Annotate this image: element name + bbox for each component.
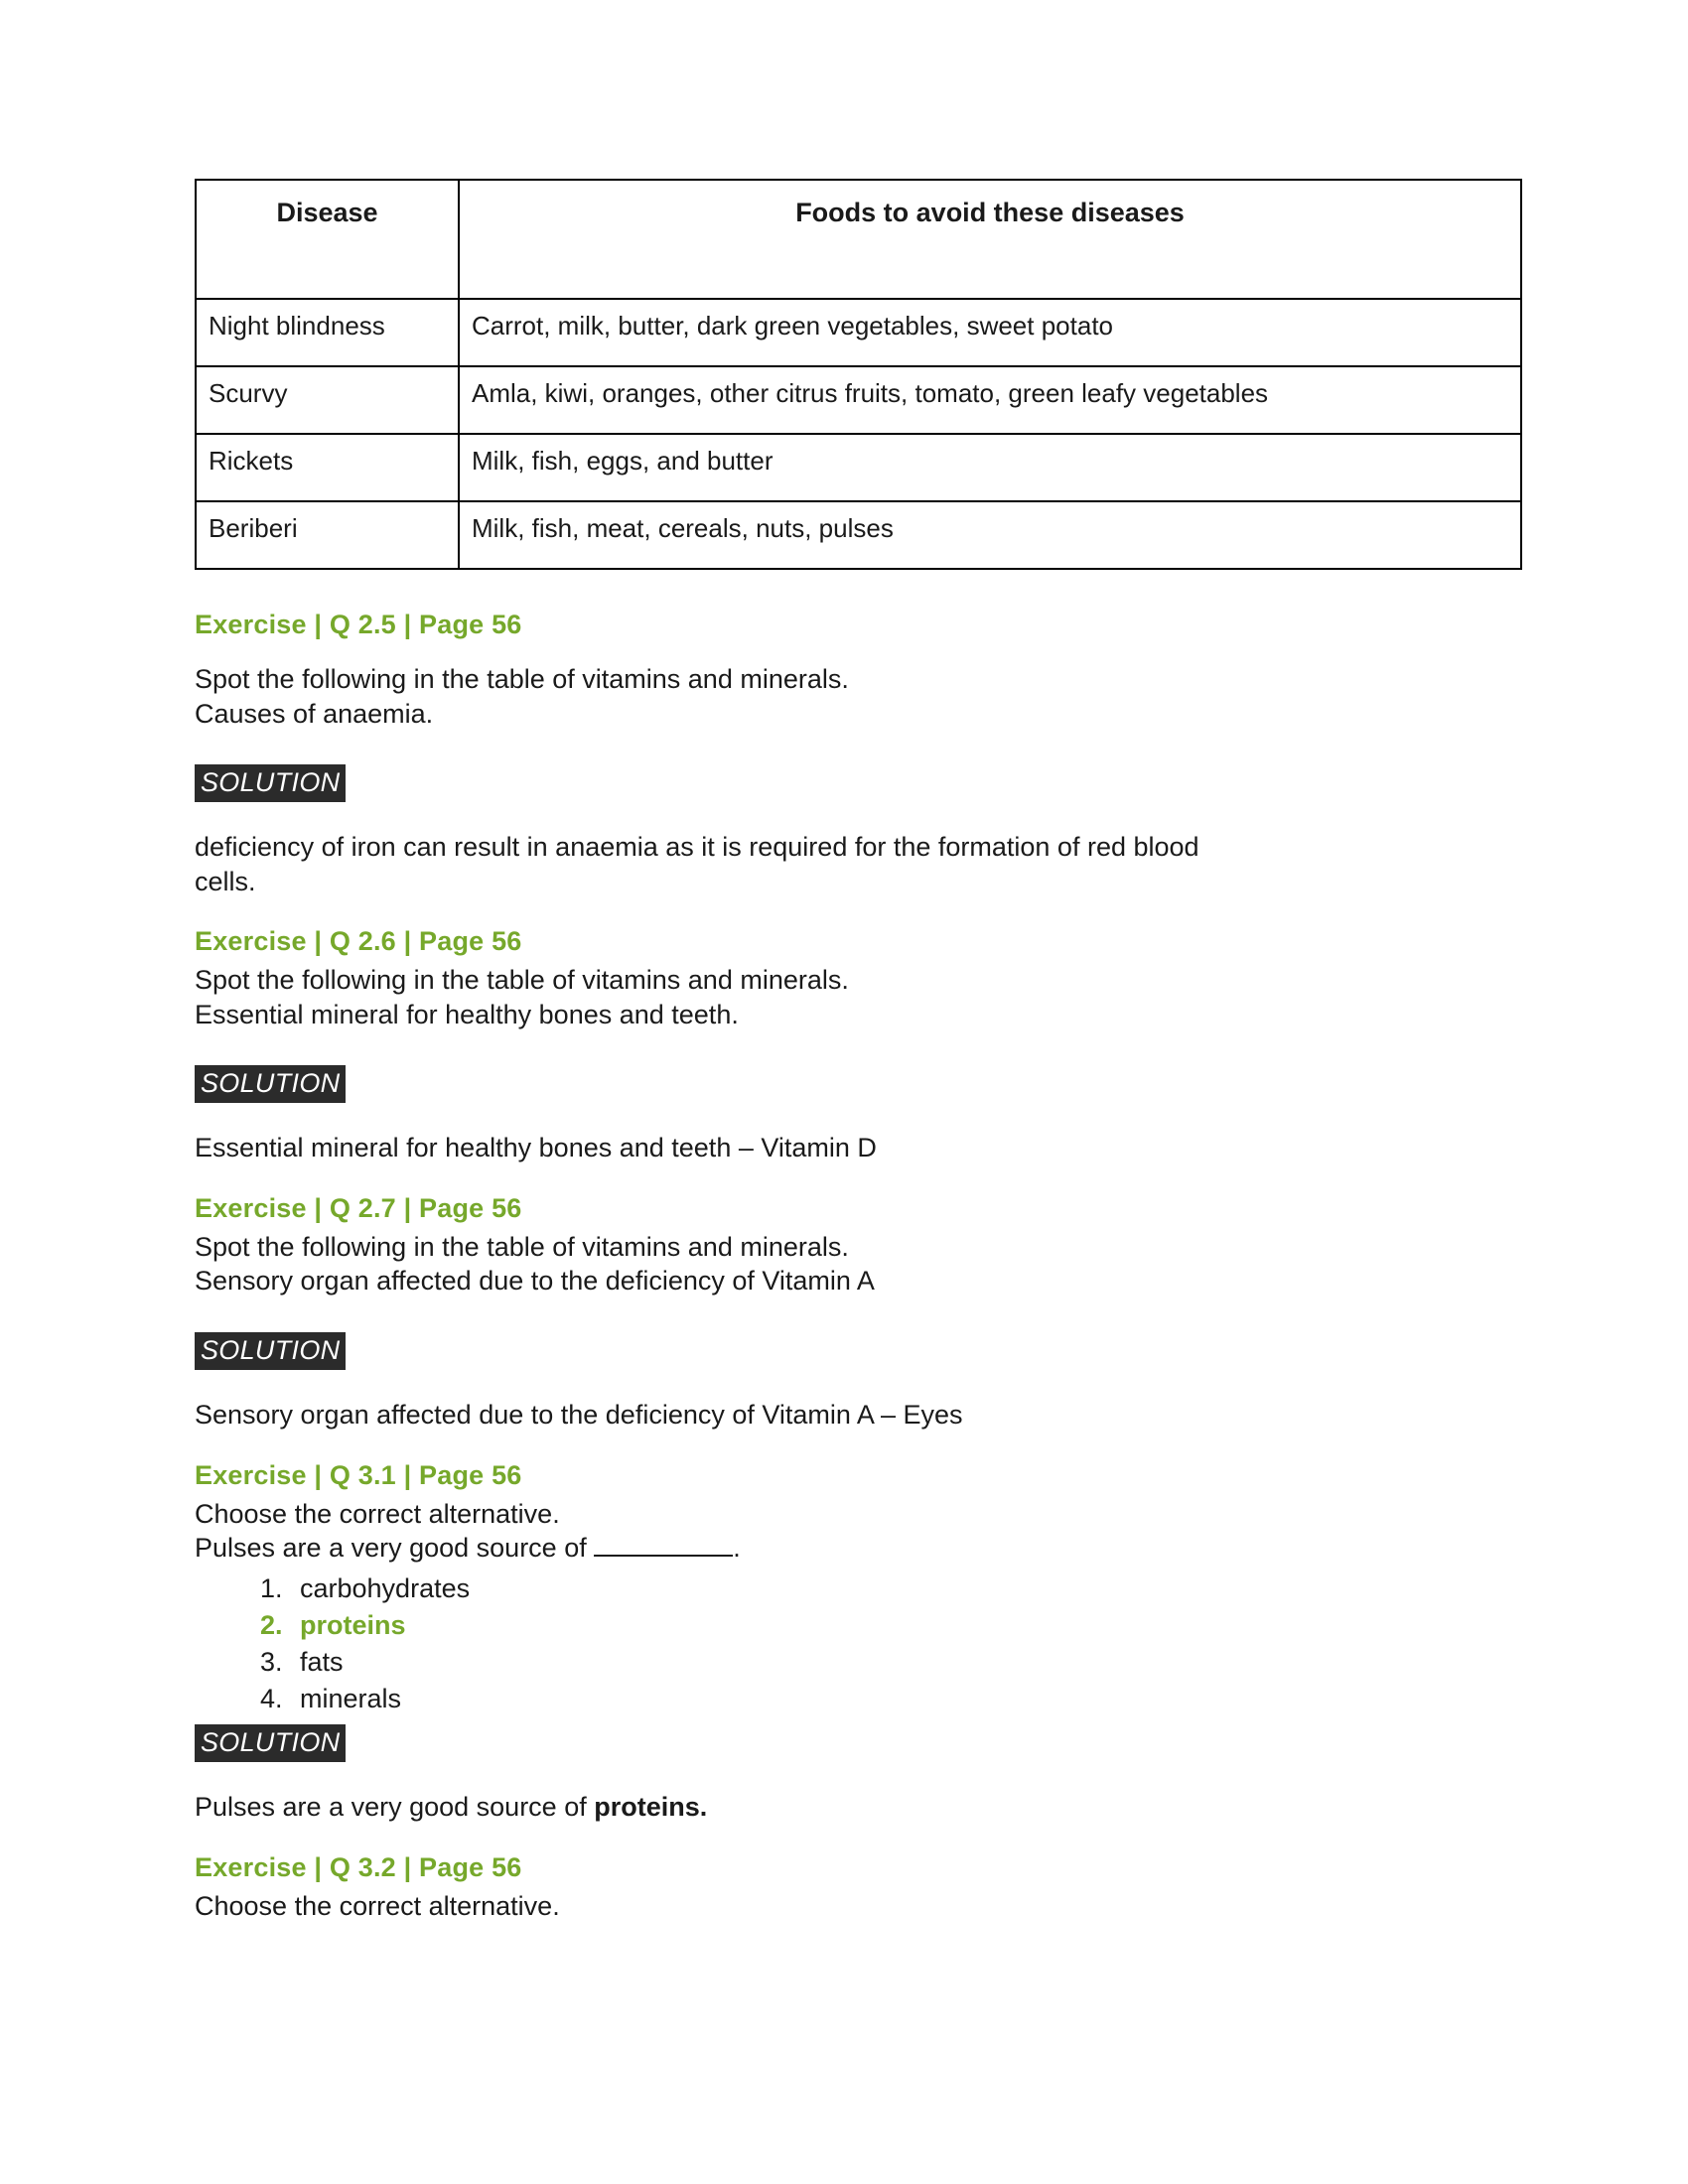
question-text-q3-1-line1: Choose the correct alternative. (195, 1498, 560, 1529)
cell-foods: Amla, kiwi, oranges, other citrus fruits, tomato, green leafy vegetables (459, 366, 1521, 434)
exercise-heading-q3-1: Exercise | Q 3.1 | Page 56 (195, 1459, 522, 1490)
table-row (196, 299, 1521, 366)
choice-option-4[interactable]: 4. minerals (290, 1682, 1499, 1716)
solution-text-q2-7: Sensory organ affected due to the deficiency of Vitamin A – Eyes (195, 1400, 963, 1431)
question-text-q2-7-line2: Sensory organ affected due to the deficiency of Vitamin A (195, 1266, 875, 1297)
question-stem-pre: Pulses are a very good source of (195, 1533, 595, 1564)
fill-in-blank (594, 1533, 733, 1557)
solution-answer-bold: proteins. (594, 1792, 708, 1823)
solution-answer-pre: Pulses are a very good source of (195, 1792, 595, 1823)
table-header-row (196, 180, 1521, 299)
choice-list-q3-1 (195, 1571, 1499, 1716)
cell-foods: Milk, fish, eggs, and butter (459, 434, 1521, 501)
table-row (196, 434, 1521, 501)
solution-text-q2-5-line1: deficiency of iron can result in anaemia as it is required for the formation of red blood (195, 832, 1199, 863)
exercise-heading-q3-2: Exercise | Q 3.2 | Page 56 (195, 1851, 522, 1882)
choice-option-3[interactable]: 3. fats (290, 1645, 1499, 1680)
question-stem-post: . (733, 1533, 741, 1564)
question-text-q3-1-line2 (195, 1531, 1499, 1566)
question-text-q2-6-line1: Spot the following in the table of vitamins and minerals. (195, 965, 849, 996)
question-text-q2-5-line2: Causes of anaemia. (195, 698, 434, 729)
question-text-q2-5-line1: Spot the following in the table of vitamins and minerals. (195, 664, 849, 694)
question-text-q2-7-line1: Spot the following in the table of vitamins and minerals. (195, 1231, 849, 1262)
exercise-heading-q2-7: Exercise | Q 2.7 | Page 56 (195, 1192, 522, 1223)
cell-disease: Scurvy (196, 366, 459, 434)
solution-label-q2-6: SOLUTION (195, 1065, 346, 1103)
solution-text-q2-5-line2: cells. (195, 866, 256, 896)
solution-label-q2-7: SOLUTION (195, 1332, 346, 1370)
cell-foods: Carrot, milk, butter, dark green vegetables, sweet potato (459, 299, 1521, 366)
solution-text-q3-1 (195, 1790, 1499, 1825)
question-text-q2-6-line2: Essential mineral for healthy bones and teeth. (195, 999, 739, 1029)
table-body (196, 299, 1521, 569)
exercise-heading-q2-5: Exercise | Q 2.5 | Page 56 (195, 610, 522, 639)
column-header-foods: Foods to avoid these diseases (459, 180, 1521, 299)
table-row (196, 501, 1521, 569)
cell-foods: Milk, fish, meat, cereals, nuts, pulses (459, 501, 1521, 569)
solution-label-q3-1: SOLUTION (195, 1724, 346, 1762)
table-row (196, 366, 1521, 434)
cell-disease: Beriberi (196, 501, 459, 569)
solution-label-q2-5: SOLUTION (195, 764, 346, 802)
disease-foods-table (195, 179, 1522, 570)
cell-disease: Night blindness (196, 299, 459, 366)
table-header (196, 180, 1521, 299)
choice-option-2[interactable]: 2. proteins (290, 1608, 1499, 1643)
exercise-heading-q2-6: Exercise | Q 2.6 | Page 56 (195, 926, 522, 957)
choice-option-1[interactable]: 1. carbohydrates (290, 1571, 1499, 1606)
column-header-disease: Disease (196, 180, 459, 299)
question-text-q3-2-line1: Choose the correct alternative. (195, 1890, 560, 1921)
solution-text-q2-6: Essential mineral for healthy bones and teeth – Vitamin D (195, 1133, 877, 1163)
cell-disease: Rickets (196, 434, 459, 501)
